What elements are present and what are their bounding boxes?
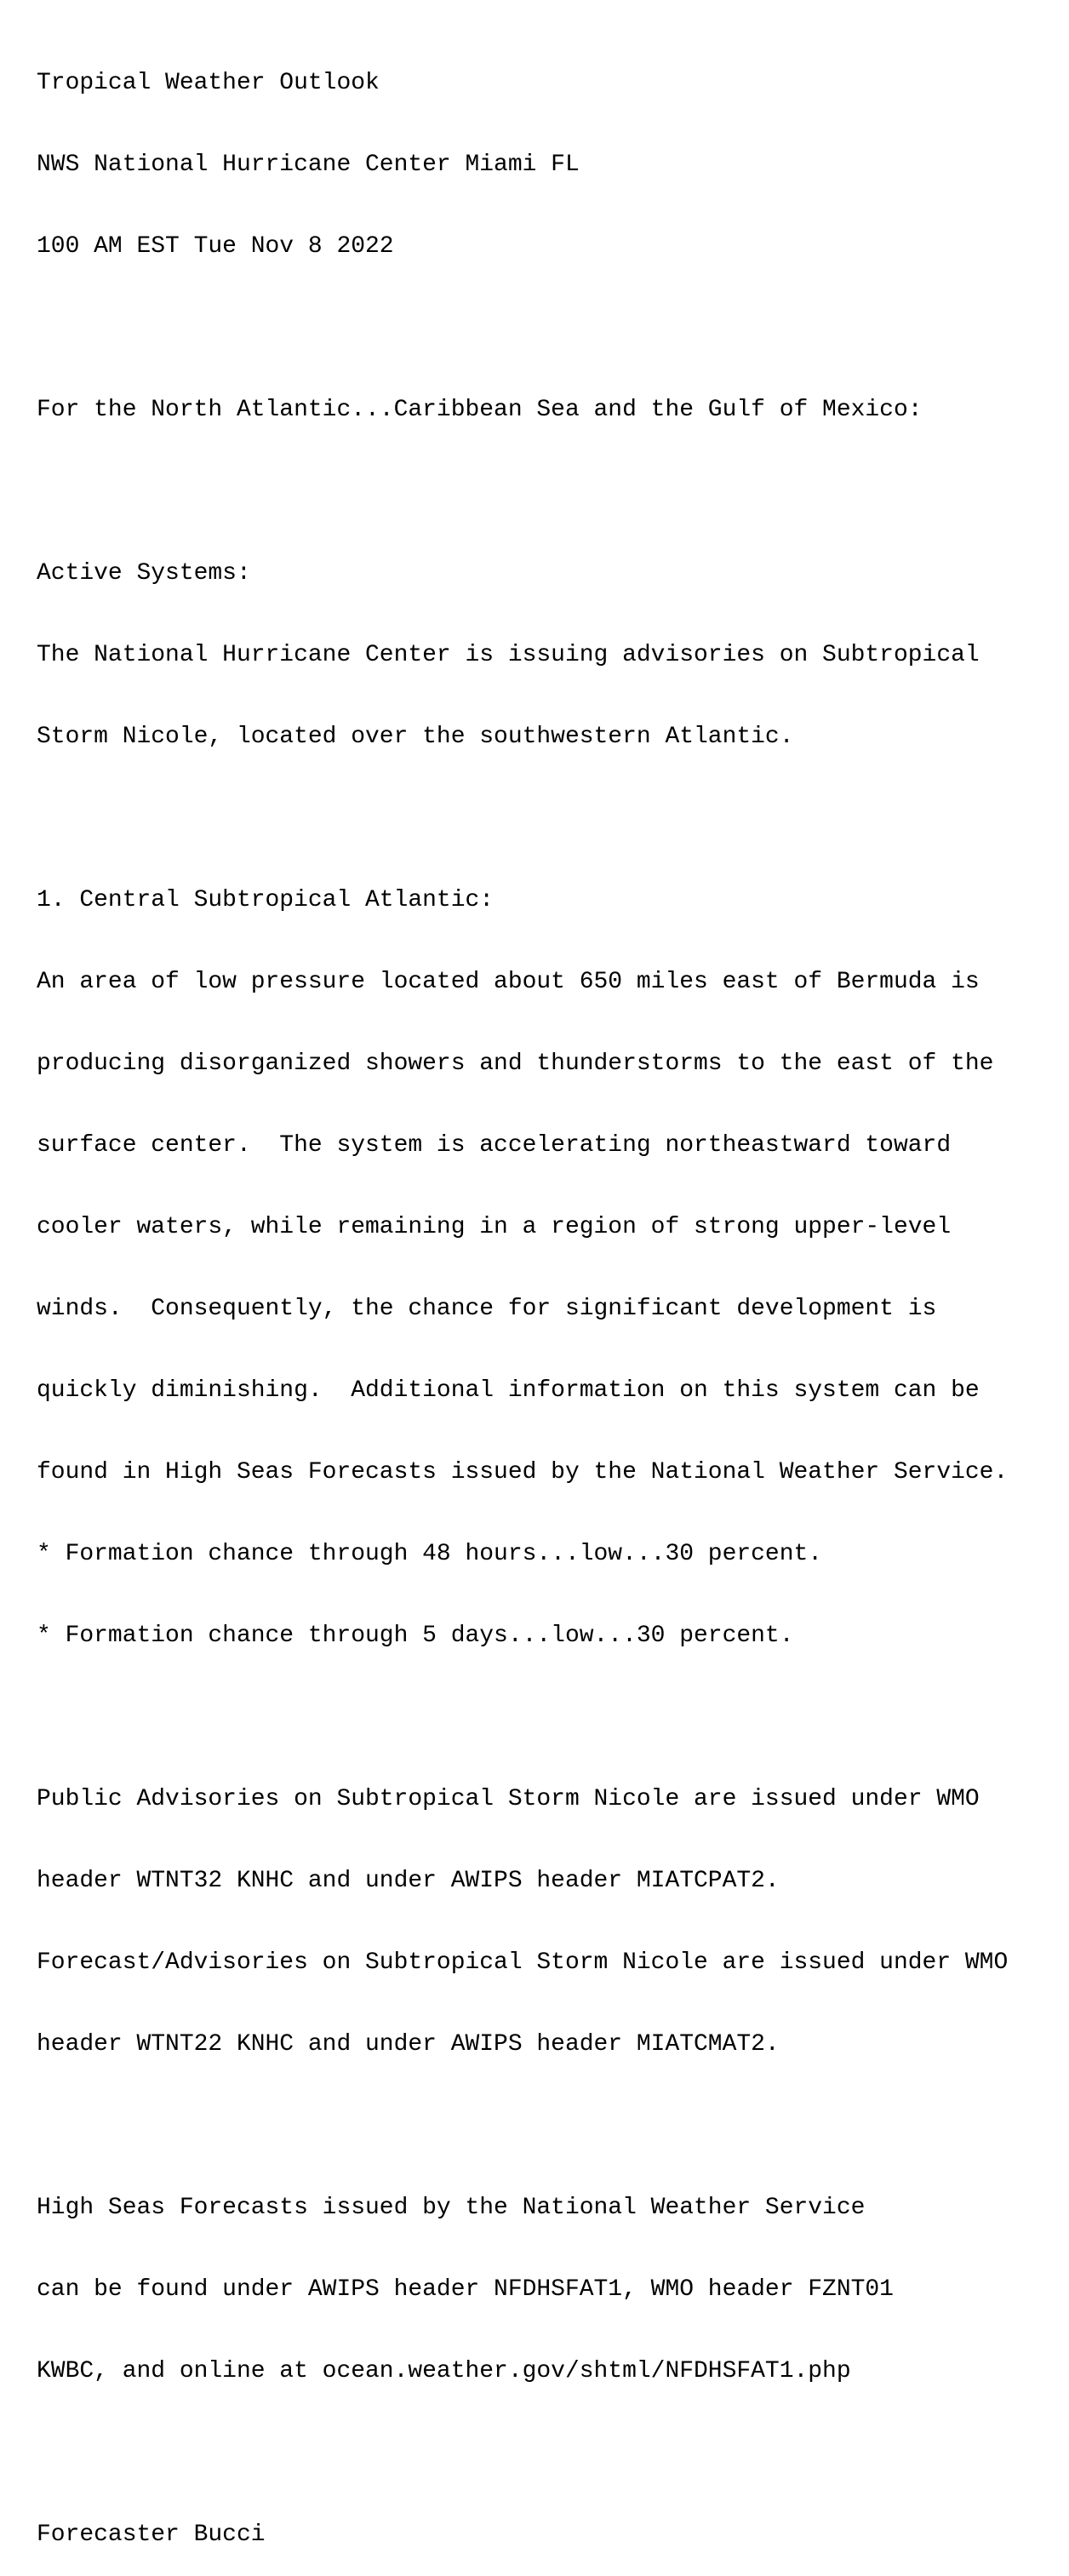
blank-line [37, 315, 1008, 342]
blank-line [37, 1704, 1008, 1732]
high-seas-line: can be found under AWIPS header NFDHSFAT1, WMO header FZNT01 [37, 2276, 894, 2303]
advisory-line: header WTNT32 KNHC and under AWIPS header MIATCPAT2. [37, 1868, 780, 1894]
forecaster-signature: Forecaster Bucci [37, 2522, 266, 2548]
advisory-line: header WTNT22 KNHC and under AWIPS header MIATCMAT2. [37, 2031, 780, 2058]
high-seas-line: High Seas Forecasts issued by the National Weather Service [37, 2195, 866, 2221]
blank-line [37, 478, 1008, 506]
document-title: Tropical Weather Outlook [37, 70, 380, 96]
advisory-line: Public Advisories on Subtropical Storm Nicole are issued under WMO [37, 1786, 980, 1812]
outlook-item-line: found in High Seas Forecasts issued by the National Weather Service. [37, 1459, 1009, 1485]
blank-line [37, 2440, 1008, 2467]
active-systems-heading: Active Systems: [37, 560, 251, 587]
issue-time: 100 AM EST Tue Nov 8 2022 [37, 233, 394, 260]
issuing-office: NWS National Hurricane Center Miami FL [37, 152, 580, 178]
region-statement: For the North Atlantic...Caribbean Sea and the Gulf of Mexico: [37, 397, 923, 423]
outlook-item-line: quickly diminishing. Additional information on this system can be [37, 1377, 980, 1404]
outlook-item-line: winds. Consequently, the chance for significant development is [37, 1296, 937, 1322]
active-systems-line: Storm Nicole, located over the southwestern Atlantic. [37, 724, 794, 750]
advisory-line: Forecast/Advisories on Subtropical Storm Nicole are issued under WMO [37, 1949, 1009, 1976]
outlook-item-line: An area of low pressure located about 650 miles east of Bermuda is [37, 969, 980, 995]
active-systems-line: The National Hurricane Center is issuing advisories on Subtropical [37, 642, 980, 668]
outlook-item-line: producing disorganized showers and thunderstorms to the east of the [37, 1050, 994, 1077]
outlook-item-line: surface center. The system is accelerating northeastward toward [37, 1132, 952, 1159]
blank-line [37, 2113, 1008, 2140]
formation-chance-48h: * Formation chance through 48 hours...low...30 percent. [37, 1541, 823, 1567]
formation-chance-5d: * Formation chance through 5 days...low...30 percent. [37, 1623, 794, 1649]
blank-line [37, 805, 1008, 833]
outlook-item-heading: 1. Central Subtropical Atlantic: [37, 887, 494, 913]
outlook-document [37, 15, 1008, 2576]
high-seas-line: KWBC, and online at ocean.weather.gov/shtml/NFDHSFAT1.php [37, 2358, 851, 2384]
outlook-item-line: cooler waters, while remaining in a region of strong upper-level [37, 1214, 952, 1240]
